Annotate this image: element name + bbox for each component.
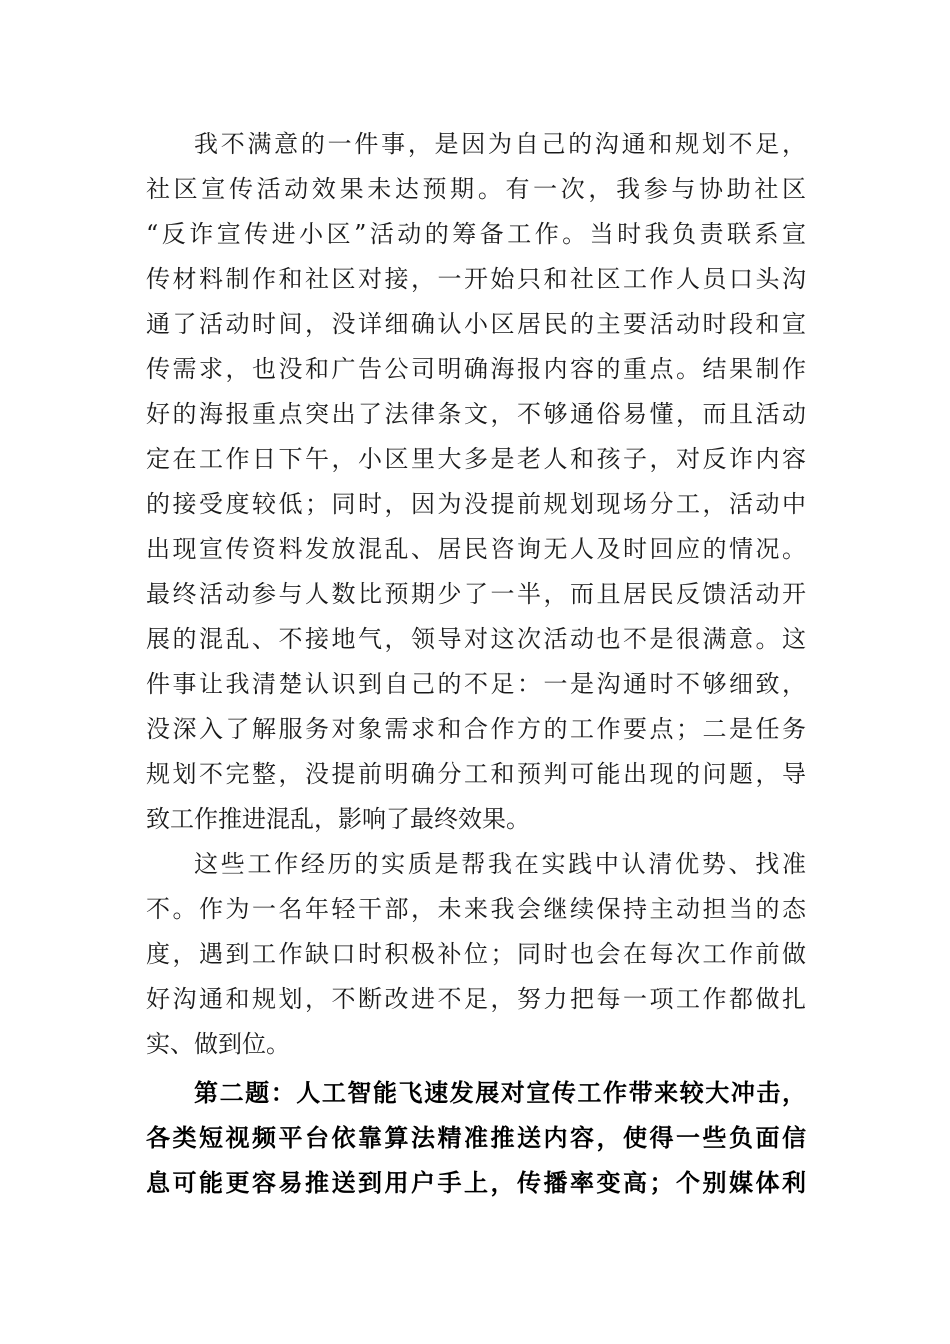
paragraph-line: 件事让我清楚认识到自己的不足：一是沟通时不够细致， — [146, 670, 806, 698]
paragraph-line: 度，遇到工作缺口时积极补位；同时也会在每次工作前做 — [146, 940, 806, 968]
paragraph-line: 出现宣传资料发放混乱、居民咨询无人及时回应的情况。 — [146, 535, 806, 563]
question-line: 息可能更容易推送到用户手上，传播率变高；个别媒体利 — [146, 1169, 806, 1197]
paragraph-line: 展的混乱、不接地气，领导对这次活动也不是很满意。这 — [146, 625, 806, 653]
paragraph-line: 的接受度较低；同时，因为没提前规划现场分工，活动中 — [146, 490, 806, 518]
paragraph-line: 好的海报重点突出了法律条文，不够通俗易懂，而且活动 — [146, 400, 806, 428]
paragraph-line: 好沟通和规划，不断改进不足，努力把每一项工作都做扎 — [146, 985, 806, 1013]
paragraph-line: 传需求，也没和广告公司明确海报内容的重点。结果制作 — [146, 355, 806, 383]
paragraph-line: 这些工作经历的实质是帮我在实践中认清优势、找准 — [194, 850, 806, 878]
paragraph-line: “反诈宣传进小区”活动的筹备工作。当时我负责联系宣 — [146, 220, 806, 248]
paragraph-2 — [146, 842, 806, 1067]
paragraph-line: 我不满意的一件事，是因为自己的沟通和规划不足， — [194, 130, 806, 158]
paragraph-line: 传材料制作和社区对接，一开始只和社区工作人员口头沟 — [146, 265, 806, 293]
question-line: 第二题：人工智能飞速发展对宣传工作带来较大冲击， — [194, 1079, 806, 1107]
question-2-heading — [146, 1071, 806, 1206]
paragraph-line: 通了活动时间，没详细确认小区居民的主要活动时段和宣 — [146, 310, 806, 338]
paragraph-line: 不。作为一名年轻干部，未来我会继续保持主动担当的态 — [146, 895, 806, 923]
document-page — [146, 122, 806, 1206]
paragraph-line: 致工作推进混乱，影响了最终效果。 — [146, 805, 530, 833]
paragraph-line: 实、做到位。 — [146, 1030, 290, 1058]
paragraph-line: 最终活动参与人数比预期少了一半，而且居民反馈活动开 — [146, 580, 806, 608]
question-line: 各类短视频平台依靠算法精准推送内容，使得一些负面信 — [146, 1124, 806, 1152]
paragraph-line: 定在工作日下午，小区里大多是老人和孩子，对反诈内容 — [146, 445, 806, 473]
paragraph-line: 规划不完整，没提前明确分工和预判可能出现的问题，导 — [146, 760, 806, 788]
paragraph-line: 社区宣传活动效果未达预期。有一次，我参与协助社区 — [146, 175, 806, 203]
paragraph-line: 没深入了解服务对象需求和合作方的工作要点；二是任务 — [146, 715, 806, 743]
paragraph-1 — [146, 122, 806, 842]
